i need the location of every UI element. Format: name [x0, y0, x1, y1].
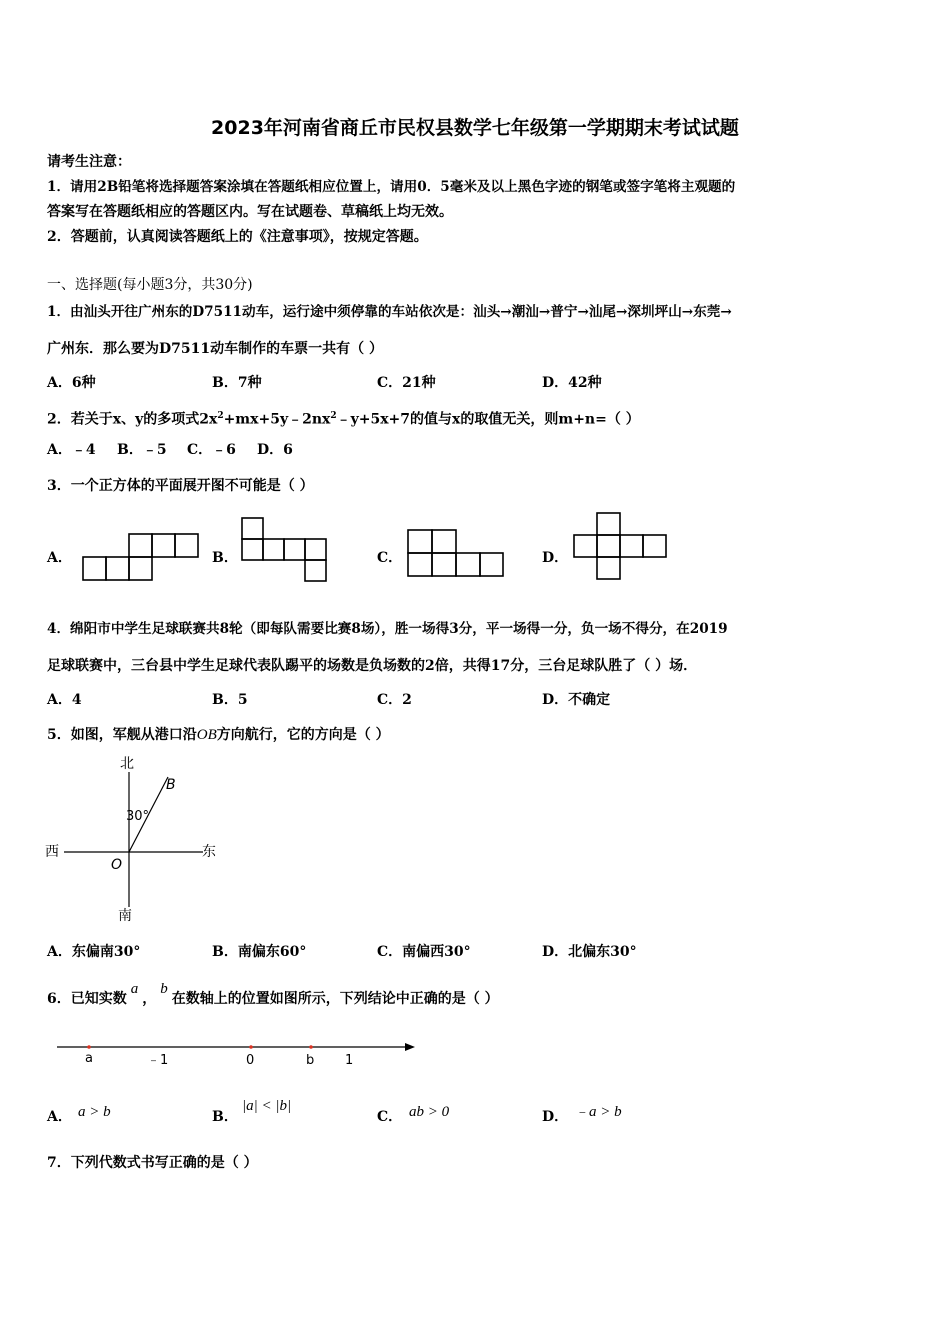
question-4-line1: 4．绵阳市中学生足球联赛共8轮（即每队需要比赛8场），胜一场得3分，平一场得一分，负一场不得分，在2019 [47, 621, 728, 637]
q4-option-b: B．5 [212, 692, 248, 708]
q5-option-a: A．东偏南30° [47, 944, 141, 960]
q3-option-d-label: D． [542, 550, 569, 566]
q2-option-b: B．﹣5 [117, 442, 167, 458]
tick-label-one: 1 [345, 1053, 354, 1068]
q5-option-b: B．南偏东60° [212, 944, 307, 960]
cube-net-a [82, 533, 202, 581]
point-a [87, 1045, 91, 1049]
question-6-stem: 6．已知实数a，b在数轴上的位置如图所示，下列结论中正确的是（ ） [47, 981, 499, 1007]
tick-label-minus-one: ﹣1 [147, 1053, 169, 1068]
q2-option-a: A．﹣4 [47, 442, 96, 458]
cube-net-d [573, 512, 671, 582]
label-origin: O [111, 857, 123, 873]
label-east: 东 [202, 844, 216, 860]
q6-option-a-expr: a > b [78, 1104, 111, 1120]
q3-option-a-label: A． [47, 550, 72, 566]
question-4-line2: 足球联赛中，三台县中学生足球代表队踢平的场数是负场数的2倍，共得17分，三台足球队胜了（ ）场． [47, 658, 698, 674]
q1-option-a: A．6种 [47, 375, 96, 391]
point-zero [249, 1045, 253, 1049]
q1-option-b: B．7种 [212, 375, 262, 391]
q5-option-d: D．北偏东30° [542, 944, 637, 960]
tick-label-b: b [306, 1053, 315, 1068]
page-title: 2023年河南省商丘市民权县数学七年级第一学期期末考试试题 [211, 117, 739, 139]
tick-label-a: a [85, 1051, 93, 1066]
question-5-stem: 5．如图，军舰从港口沿OB方向航行，它的方向是（ ） [47, 727, 390, 743]
q5-option-c: C．南偏西30° [377, 944, 471, 960]
section-heading: 一、选择题(每小题3分，共30分) [47, 277, 253, 293]
q6-option-c-expr: ab > 0 [409, 1104, 450, 1120]
question-3-stem: 3．一个正方体的平面展开图不可能是（ ） [47, 478, 314, 494]
cube-net-b [240, 516, 330, 582]
label-angle: 30° [126, 809, 150, 824]
q2-option-d: D．6 [257, 442, 293, 458]
number-line [55, 1036, 420, 1076]
label-south: 南 [118, 908, 132, 924]
q6-option-b-expr: |a| < |b| [242, 1098, 292, 1114]
notice-item2: 2．答题前，认真阅读答题纸上的《注意事项》，按规定答题。 [47, 229, 428, 245]
q6-option-d-expr: ﹣a > b [574, 1104, 622, 1120]
q6-option-b-label: B． [212, 1109, 238, 1125]
tick-label-zero: 0 [246, 1053, 255, 1068]
label-north: 北 [120, 756, 134, 772]
question-7-stem: 7．下列代数式书写正确的是（ ） [47, 1155, 258, 1171]
question-1-line2: 广州东．那么要为D7511动车制作的车票一共有（ ） [47, 341, 383, 357]
q3-option-c-label: C． [377, 550, 403, 566]
q4-option-a: A．4 [47, 692, 82, 708]
cube-net-c [406, 528, 506, 578]
q1-option-d: D．42种 [542, 375, 602, 391]
q1-option-c: C．21种 [377, 375, 436, 391]
label-west: 西 [45, 844, 59, 860]
q2-option-c: C．﹣6 [187, 442, 236, 458]
notice-item1-line1: 1．请用2B铅笔将选择题答案涂填在答题纸相应位置上，请用0．5毫米及以上黑色字迹的钢笔或签字笔将主观题的 [47, 179, 736, 195]
label-ray-b: B [166, 777, 176, 793]
q4-option-c: C．2 [377, 692, 412, 708]
number-line-arrow [405, 1043, 415, 1051]
q6-option-d-label: D． [542, 1109, 569, 1125]
q4-option-d: D．不确定 [542, 692, 611, 708]
point-b [309, 1045, 313, 1049]
question-2-stem: 2．若关于x、y的多项式$2x^2+mx+5y﹣2nx^2﹣y+5x+7$的值与x的取值无关，则m+n=（ ） [47, 411, 640, 428]
q3-option-b-label: B． [212, 550, 238, 566]
q6-option-a-label: A． [47, 1109, 72, 1125]
question-1-line1: 1．由汕头开往广州东的D7511动车，运行途中须停靠的车站依次是：汕头→潮汕→普宁→汕尾→深圳坪山→东莞→ [47, 304, 732, 320]
compass-figure [40, 752, 230, 927]
notice-heading: 请考生注意： [47, 154, 131, 170]
q6-option-c-label: C． [377, 1109, 403, 1125]
notice-item1-line2: 答案写在答题纸相应的答题区内。写在试题卷、草稿纸上均无效。 [47, 204, 453, 220]
